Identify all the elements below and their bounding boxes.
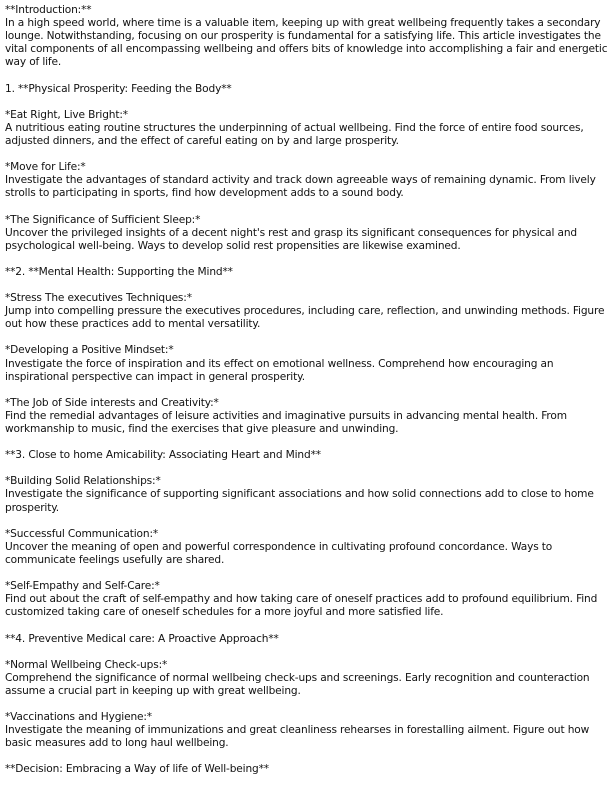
- item-text: out how these practices add to mental versatility.: [5, 318, 261, 331]
- item-title: *Vaccinations and Hygiene:*: [5, 711, 152, 724]
- item-text: strolls to participating in sports, find how development adds to a sound body.: [5, 187, 404, 200]
- item-title: *Building Solid Relationships:*: [5, 475, 161, 488]
- section-heading: 1. **Physical Prosperity: Feeding the Body**: [5, 82, 232, 95]
- item-text: Find out about the craft of self-empathy and how taking care of oneself practices add to profound equilibrium. Find: [5, 593, 598, 606]
- item-text: Find the remedial advantages of leisure activities and imaginative pursuits in advancing mental health. From: [5, 409, 567, 422]
- item-text: assume a crucial part in keeping up with great wellbeing.: [5, 684, 301, 697]
- item-text: Investigate the advantages of standard activity and track down agreeable ways of remaining dynamic. From lively: [5, 174, 596, 187]
- item-title: *The Significance of Sufficient Sleep:*: [5, 213, 201, 226]
- item-text: inspirational perspective can impact in general prosperity.: [5, 370, 305, 383]
- section-heading: **2. **Mental Health: Supporting the Mind**: [5, 265, 233, 278]
- item-title: *Normal Wellbeing Check-ups:*: [5, 658, 168, 671]
- item-text: prosperity.: [5, 501, 60, 514]
- intro-line: lounge. Notwithstanding, focusing on our prosperity is fundamental for a satisfying life. This article investigates the: [5, 30, 601, 43]
- item-text: workmanship to music, find the exercises that give pleasure and unwinding.: [5, 423, 399, 435]
- section-heading: **4. Preventive Medical care: A Proactive Approach**: [5, 632, 279, 645]
- item-text: Investigate the significance of supporting significant associations and how solid connections add to close to home: [5, 488, 594, 501]
- document-body: [5, 4, 607, 777]
- item-text: Comprehend the significance of normal wellbeing check-ups and screenings. Early recognition and counteraction: [5, 671, 590, 684]
- intro-heading: **Introduction:**: [5, 4, 92, 16]
- item-title: *Developing a Positive Mindset:*: [5, 344, 174, 357]
- item-text: Investigate the meaning of immunizations and great cleanliness rehearses in forestalling ailment. Figure out how: [5, 724, 590, 737]
- item-title: *The Job of Side interests and Creativity:*: [5, 396, 219, 409]
- item-text: basic measures add to long haul wellbeing.: [5, 737, 229, 750]
- item-text: Jump into compelling pressure the executives procedures, including care, reflection, and unwinding methods. Figure: [5, 305, 605, 318]
- item-text: Uncover the meaning of open and powerful correspondence in cultivating profound concordance. Ways to: [5, 540, 553, 553]
- item-title: *Eat Right, Live Bright:*: [5, 108, 128, 121]
- item-text: customized taking care of oneself schedules for a more joyful and more satisfied life.: [5, 606, 444, 619]
- item-text: communicate feelings usefully are shared.: [5, 553, 225, 566]
- intro-line: vital components of all encompassing wellbeing and offers bits of knowledge into accomplishing a fair and energetic: [5, 43, 608, 56]
- item-text: psychological well-being. Ways to develop solid rest propensities are likewise examined.: [5, 239, 461, 252]
- item-text: A nutritious eating routine structures the underpinning of actual wellbeing. Find the force of entire food sources,: [5, 121, 584, 134]
- item-text: adjusted dinners, and the effect of careful eating on by and large prosperity.: [5, 134, 399, 147]
- item-title: *Stress The executives Techniques:*: [5, 292, 192, 305]
- intro-line: way of life.: [5, 56, 62, 69]
- intro-line: In a high speed world, where time is a valuable item, keeping up with great wellbeing frequently takes a secondary: [5, 17, 601, 30]
- item-title: *Self-Empathy and Self-Care:*: [5, 580, 160, 593]
- item-text: Investigate the force of inspiration and its effect on emotional wellness. Comprehend how encouraging an: [5, 357, 554, 370]
- item-text: Uncover the privileged insights of a decent night's rest and grasp its significant consequences for physical and: [5, 226, 578, 239]
- section-heading: **3. Close to home Amicability: Associating Heart and Mind**: [5, 449, 321, 462]
- item-title: *Successful Communication:*: [5, 527, 159, 540]
- item-title: *Move for Life:*: [5, 161, 86, 174]
- conclusion-heading: **Decision: Embracing a Way of life of Well-being**: [5, 763, 269, 776]
